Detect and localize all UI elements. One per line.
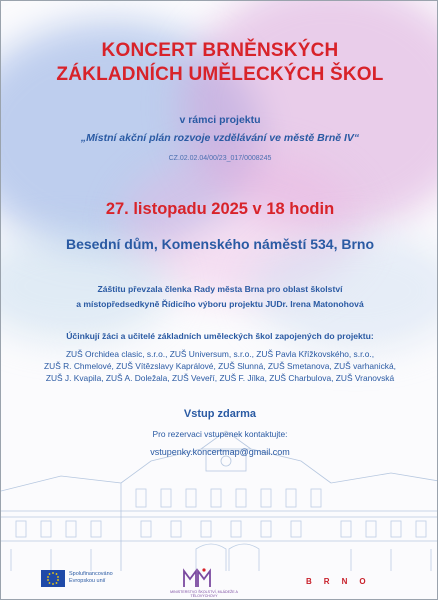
project-code: CZ.02.02.04/00/23_017/0008245 xyxy=(168,155,272,162)
schools-line-2: ZUŠ R. Chmelové, ZUŠ Vítězslavy Kaprálové, ZUŠ Slunná, ZUŠ Smetanova, ZUŠ varhanická, xyxy=(44,361,396,371)
brno-letter-o: O xyxy=(359,577,366,586)
brno-letter-r: R xyxy=(323,577,330,586)
brno-letter-b: B xyxy=(306,577,312,586)
msmt-logo xyxy=(182,567,212,589)
patronage-line-2: a místopředsedkyně Řídicího výboru projektu JUDr. Irena Matonohová xyxy=(76,299,364,309)
entry-free: Vstup zdarma xyxy=(183,408,257,420)
patronage-line-1: Záštitu převzala členka Rady města Brna pro oblast školství xyxy=(97,284,343,294)
poster-content xyxy=(1,1,437,599)
reservation-text: Pro rezervaci vstupenek kontaktujte: xyxy=(152,429,288,439)
eu-text-line-1: Spolufinancováno xyxy=(69,571,113,577)
eu-text-line-2: Evropskou unií xyxy=(69,578,106,584)
msmt-label: MINISTERSTVO ŠKOLSTVÍ, MLÁDEŽE A TĚLOVÝCHOVY xyxy=(170,590,238,598)
project-name: „Místní akční plán rozvoje vzdělávání ve městě Brně IV“ xyxy=(80,132,360,144)
project-intro: v rámci projektu xyxy=(179,114,261,126)
reservation-email[interactable]: vstupenky.koncertmap@gmail.com xyxy=(150,447,290,457)
eu-cofinanced-label xyxy=(69,571,113,585)
brno-letter-n: N xyxy=(341,577,348,586)
event-date: 27. listopadu 2025 v 18 hodin xyxy=(105,200,335,218)
title-line-2: ZÁKLADNÍCH UMĚLECKÝCH ŠKOL xyxy=(56,64,384,85)
schools-line-1: ZUŠ Orchidea clasic, s.r.o., ZUŠ Universum, s.r.o., ZUŠ Pavla Křížkovského, s.r.o., xyxy=(65,349,375,359)
title-line-1: KONCERT BRNĚNSKÝCH xyxy=(101,40,339,61)
performers-heading: Účinkují žáci a učitelé základních uměleckých škol zapojených do projektu: xyxy=(66,331,374,341)
logo-strip xyxy=(1,567,438,599)
schools-line-3: ZUŠ J. Kvapila, ZUŠ A. Doležala, ZUŠ Veveří, ZUŠ F. Jílka, ZUŠ Charbulova, ZUŠ Vranovská xyxy=(45,373,395,383)
brno-logo xyxy=(306,577,366,586)
eu-flag-icon xyxy=(41,570,65,587)
event-venue: Besední dům, Komenského náměstí 534, Brno xyxy=(65,236,375,252)
